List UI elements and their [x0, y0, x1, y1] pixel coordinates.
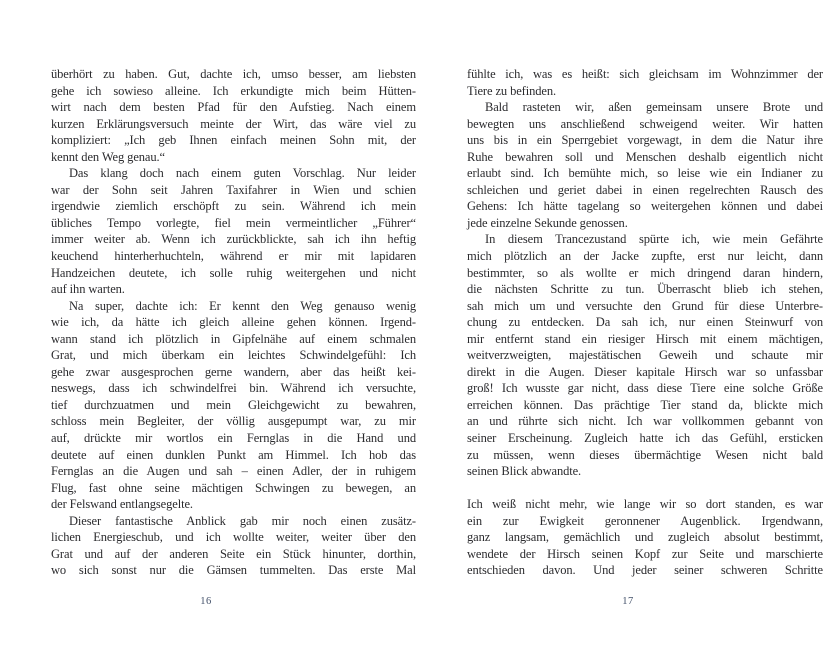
- paragraph: [467, 66, 823, 99]
- text-line: auf, drückte mir wortlos ein Fernglas in die Hand und: [51, 431, 416, 446]
- paragraph: [51, 66, 416, 165]
- text-line: sah mich um und versuchte den Grund für diese Unterbre-: [467, 298, 823, 313]
- text-line: der Felswand entlangsegelte.: [51, 497, 193, 512]
- text-line: uns bis in ein Sperrgebiet vorgewagt, in dem die Natur ihre: [467, 133, 823, 148]
- paragraph: [467, 99, 823, 231]
- paragraph: [467, 496, 823, 579]
- text-line: weitverzweigten, majestätischen Geweih und schaute mir: [467, 348, 823, 363]
- text-line: war der Sohn seit Jahren Taxifahrer in Wien und schien: [51, 182, 416, 197]
- paragraph: [51, 165, 416, 297]
- text-line: groß! Ich wusste gar nicht, dass diese Tiere eine solche Größe: [467, 381, 823, 396]
- text-line: an und rührte sich nicht. Ich war vollkommen gebannt von: [467, 414, 823, 429]
- text-line: kompliziert: „Ich geb Ihnen einfach meinen Sohn mit, der: [51, 133, 416, 148]
- text-line: wo sich sonst nur die Gämsen tummelten. Das erste Mal: [51, 563, 416, 578]
- text-line: Ich weiß nicht mehr, wie lange wir so dort standen, es war: [467, 497, 823, 512]
- left-page-text: [51, 66, 416, 579]
- text-line: schleichen und geriet dabei in einen regelrechten Rausch des: [467, 182, 823, 197]
- text-line: erlaubt sind. Ich bemühte mich, so leise wie ein Indianer zu: [467, 166, 823, 181]
- text-line: Bald rasteten wir, aßen gemeinsam unsere Brote und: [485, 100, 823, 115]
- text-line: In diesem Trancezustand spürte ich, wie mein Gefährte: [485, 232, 823, 247]
- text-line: seinen Blick abwandte.: [467, 464, 582, 479]
- text-line: Handzeichen deutete, ich solle ruhig weitergehen und nicht: [51, 265, 416, 280]
- text-line: gehe ich sowieso alleine. Ich erkundigte mich beim Hütten-: [51, 83, 416, 98]
- text-line: deutete auf einen dunklen Punkt am Himmel. Ich hob das: [51, 447, 416, 462]
- page-number-left: 16: [200, 596, 212, 607]
- text-line: neswegs, dass ich schwindelfrei bin. Während ich versuchte,: [51, 381, 416, 396]
- text-line: irgendwie ziemlich erschöpft zu sein. Während ich mein: [51, 199, 416, 214]
- text-line: lichen Energieschub, und ich wollte weiter, weiter über den: [51, 530, 416, 545]
- text-line: mir entfernt stand ein riesiger Hirsch mit einem mächtigen,: [467, 331, 823, 346]
- text-line: wirt nach dem besten Pfad für den Aufstieg. Nach einem: [51, 100, 416, 115]
- text-line: überhört zu haben. Gut, dachte ich, umso besser, am liebsten: [51, 67, 416, 81]
- text-line: direkt in die Augen. Dieser kapitale Hirsch war so unfassbar: [467, 364, 823, 379]
- text-line: keuchend hinterherhuchteln, während er mir mit lapidaren: [51, 249, 416, 264]
- text-line: erreichen können. Das prächtige Tier stand da, blickte mich: [467, 397, 823, 412]
- text-line: auf ihn warten.: [51, 282, 125, 297]
- text-line: Grat und auf der anderen Seite ein Stück hinunter, dorthin,: [51, 546, 416, 561]
- text-line: übliches Tempo vorlegte, fiel mein vermeintlicher „Führer“: [51, 215, 416, 230]
- text-line: kurzen Erklärungsversuch meinte der Wirt, das wäre viel zu: [51, 116, 416, 131]
- text-line: ein zur Ewigkeit geronnener Augenblick. Irgendwann,: [467, 513, 823, 528]
- text-line: seiner Erscheinung. Zugleich hatte ich das Gefühl, ersticken: [467, 431, 823, 446]
- text-line: Na super, dachte ich: Er kennt den Weg genauso wenig: [69, 298, 416, 313]
- text-line: Fernglas an die Augen und sah – einen Adler, der in ruhigem: [51, 464, 416, 479]
- paragraph: [467, 231, 823, 479]
- paragraph: [51, 513, 416, 579]
- text-line: zu müssen, wenn dieses übermächtige Wesen nicht bald: [467, 447, 823, 462]
- text-line: wie ich, da hätte ich gleich alleine gehen können. Irgend-: [51, 315, 416, 330]
- right-page-text: [467, 66, 823, 579]
- text-line: schloss mein Begleiter, der völlig ausgepumpt war, zu mir: [51, 414, 416, 429]
- text-line: chung zu entdecken. Da sah ich, nur einen Steinwurf von: [467, 315, 823, 330]
- text-line: Gehens: Ich hätte tagelang so weitergehen können und dabei: [467, 199, 823, 214]
- text-line: Tiere zu befinden.: [467, 83, 557, 98]
- text-line: bestimmter, so als wollte er mich dringend daran hindern,: [467, 265, 823, 280]
- text-line: ganz langsam, gemächlich und zugleich absolut bestimmt,: [467, 530, 823, 545]
- text-line: tief durchzuatmen und mein Gleichgewicht zu bewahren,: [51, 397, 416, 412]
- text-line: wendete der Hirsch seinen Kopf zur Seite und marschierte: [467, 546, 823, 561]
- text-line: Flug, fast ohne seine mächtigen Schwingen zu bewegen, an: [51, 480, 416, 495]
- text-line: fühlte ich, was es heißt: sich gleichsam im Wohnzimmer der: [467, 67, 823, 81]
- text-line: gehe zwar ausgesprochen gerne wandern, aber das heißt kei-: [51, 364, 416, 379]
- text-line: immer weiter ab. Wenn ich zurückblickte, sah ich ihn heftig: [51, 232, 416, 247]
- text-line: entschieden davon. Und jeder seiner schweren Schritte: [467, 563, 823, 578]
- page-number-right: 17: [622, 596, 634, 607]
- text-line: kennt den Weg genau.“: [51, 149, 165, 164]
- text-line: wann stand ich plötzlich in Gipfelnähe auf einem schmalen: [51, 331, 416, 346]
- text-line: bewegten uns anschließend schweigend weiter. Wir hatten: [467, 116, 823, 131]
- text-line: mich plötzlich an der Jacke zupfte, erst nur leicht, dann: [467, 249, 823, 264]
- text-line: Dieser fantastische Anblick gab mir noch einen zusätz-: [69, 513, 416, 528]
- text-line: Das klang doch nach einem guten Vorschlag. Nur leider: [69, 166, 416, 181]
- text-line: Ruhe bewahren soll und Menschen deshalb eigentlich nicht: [467, 149, 823, 164]
- text-line: Grat, und mich überkam ein leichtes Schwindelgefühl: Ich: [51, 348, 416, 363]
- text-line: die nächsten Schritte zu tun. Überrascht blieb ich stehen,: [467, 282, 823, 297]
- paragraph: [51, 298, 416, 513]
- text-line: jede einzelne Sekunde genossen.: [467, 215, 628, 230]
